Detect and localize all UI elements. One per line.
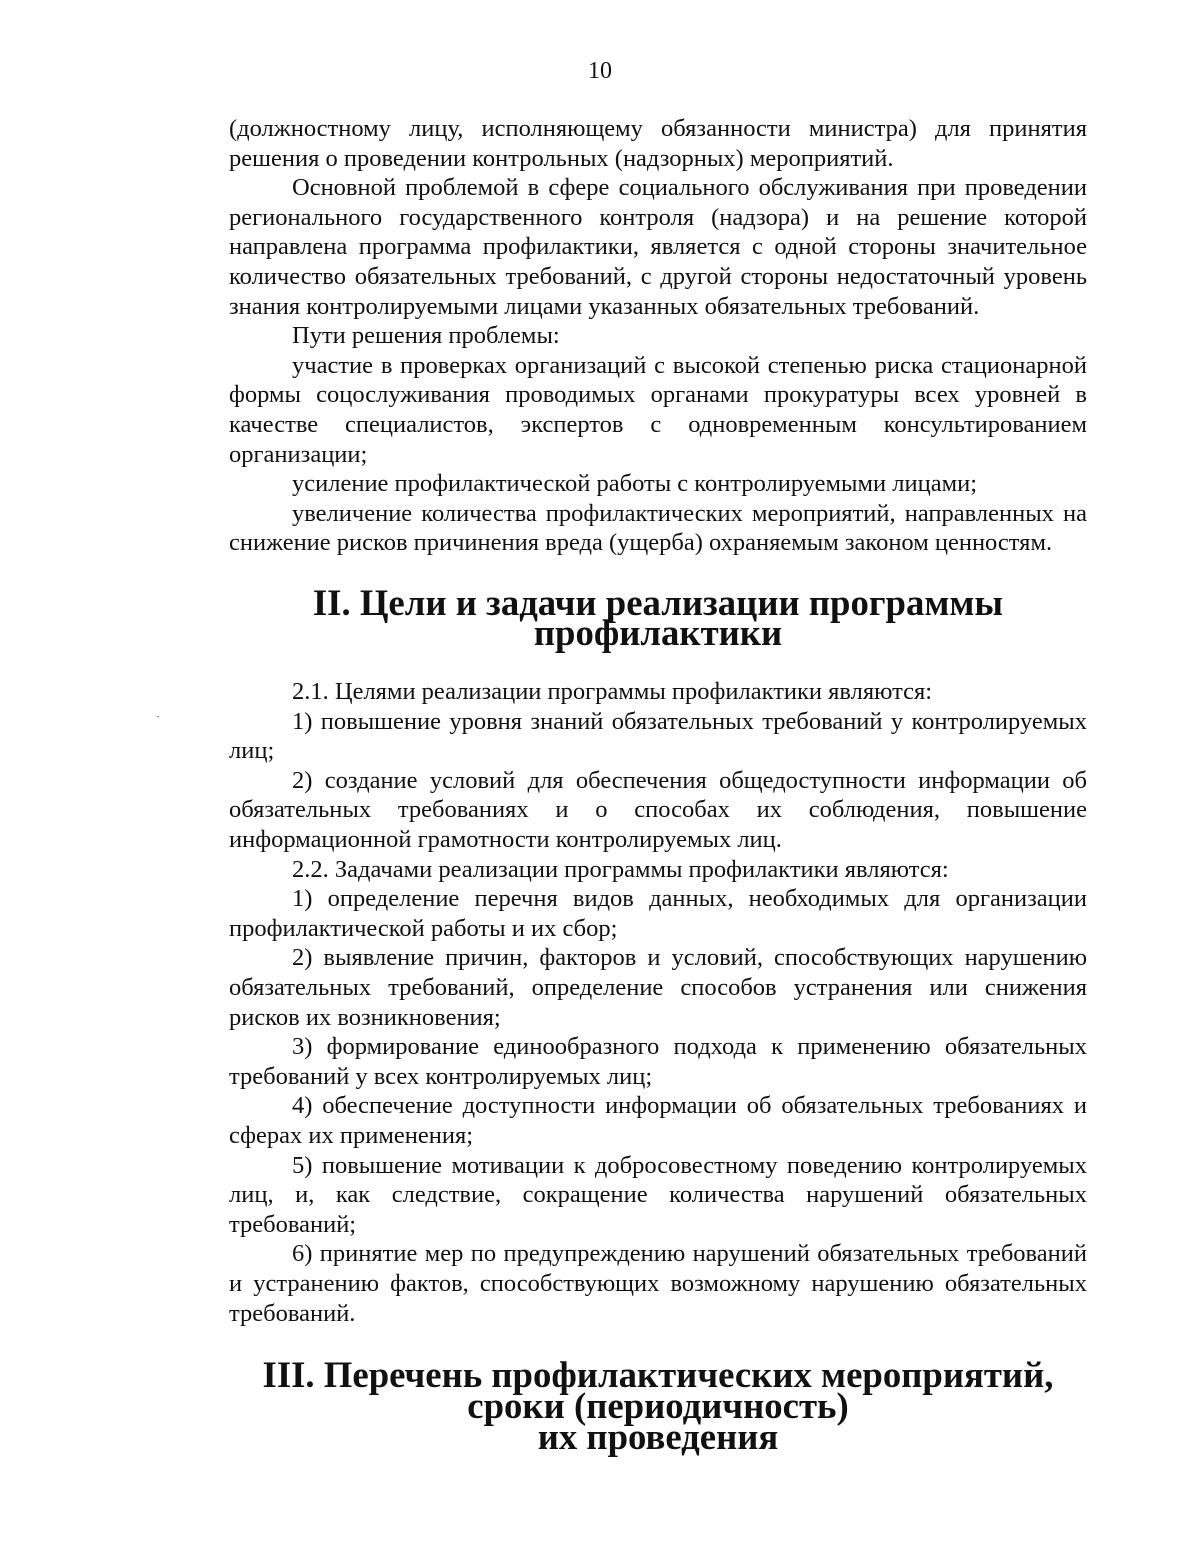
task-item-5: 5) повышение мотивации к добросовестному поведению контролируемых лиц, и, как следствие, сокращение количества нарушений обязательных требований; bbox=[229, 1151, 1087, 1238]
task-item-1: 1) определение перечня видов данных, необходимых для организации профилактической работы и их сбор; bbox=[229, 885, 1087, 942]
task-item-6: 6) принятие мер по предупреждению нарушений обязательных требований и устранению фактов, способствующих возможному нарушению обязательных требований. bbox=[229, 1240, 1087, 1327]
section-heading-2: II. Цели и задачи реализации программы профилактики bbox=[312, 581, 1004, 653]
section-heading-3-line-1: III. Перечень профилактических мероприятий, сроки (периодичность) bbox=[262, 1354, 1054, 1427]
scan-speck bbox=[157, 716, 159, 717]
goal-item-1: 1) повышение уровня знаний обязательных требований у контролируемых лиц; bbox=[229, 707, 1087, 765]
section-heading-3-line-2: их проведения bbox=[537, 1416, 779, 1458]
paragraph-continuation: (должностному лицу, исполняющему обязанности министра) для принятия решения о проведении контрольных (надзорных) мероприятий. bbox=[229, 115, 1087, 172]
page-number: 10 bbox=[588, 58, 612, 84]
goals-intro: 2.1. Целями реализации программы профилактики являются: bbox=[292, 678, 933, 706]
paragraph-solution-strengthening: усиление профилактической работы с контролируемыми лицами; bbox=[292, 470, 978, 498]
section-heading-3 bbox=[229, 1354, 1087, 1458]
paragraph-solution-inspections: участие в проверках организаций с высокой степенью риска стационарной формы соцослуживания проводимых органами прокуратуры всех уровней в качестве специалистов, экспертов с одновременным консультированием организации; bbox=[229, 351, 1087, 468]
goal-item-2: 2) создание условий для обеспечения общедоступности информации об обязательных требованиях и о способах их соблюдения, повышение информационной грамотности контролируемых лиц. bbox=[229, 766, 1087, 854]
document-body bbox=[229, 114, 1087, 1458]
tasks-intro: 2.2. Задачами реализации программы профилактики являются: bbox=[292, 855, 949, 883]
task-item-3: 3) формирование единообразного подхода к применению обязательных требований у всех контролируемых лиц; bbox=[229, 1033, 1087, 1090]
task-item-4: 4) обеспечение доступности информации об обязательных требованиях и сферах их применения; bbox=[229, 1092, 1087, 1149]
paragraph-main-problem: Основной проблемой в сфере социального обслуживания при проведении регионального государственного контроля (надзора) и на решение которой направлена программа профилактики, является с одной стороны значительное количество обязательных требований, с другой стороны недостаточный уровень знания контролируемыми лицами указанных обязательных требований. bbox=[229, 174, 1087, 320]
task-item-2: 2) выявление причин, факторов и условий, способствующих нарушению обязательных требований, определение способов устранения или снижения рисков их возникновения; bbox=[229, 944, 1087, 1031]
paragraph-solution-increase: увеличение количества профилактических мероприятий, направленных на снижение рисков причинения вреда (ущерба) охраняемым законом ценностям. bbox=[229, 499, 1087, 557]
paragraph-solutions-intro: Пути решения проблемы: bbox=[292, 322, 560, 350]
